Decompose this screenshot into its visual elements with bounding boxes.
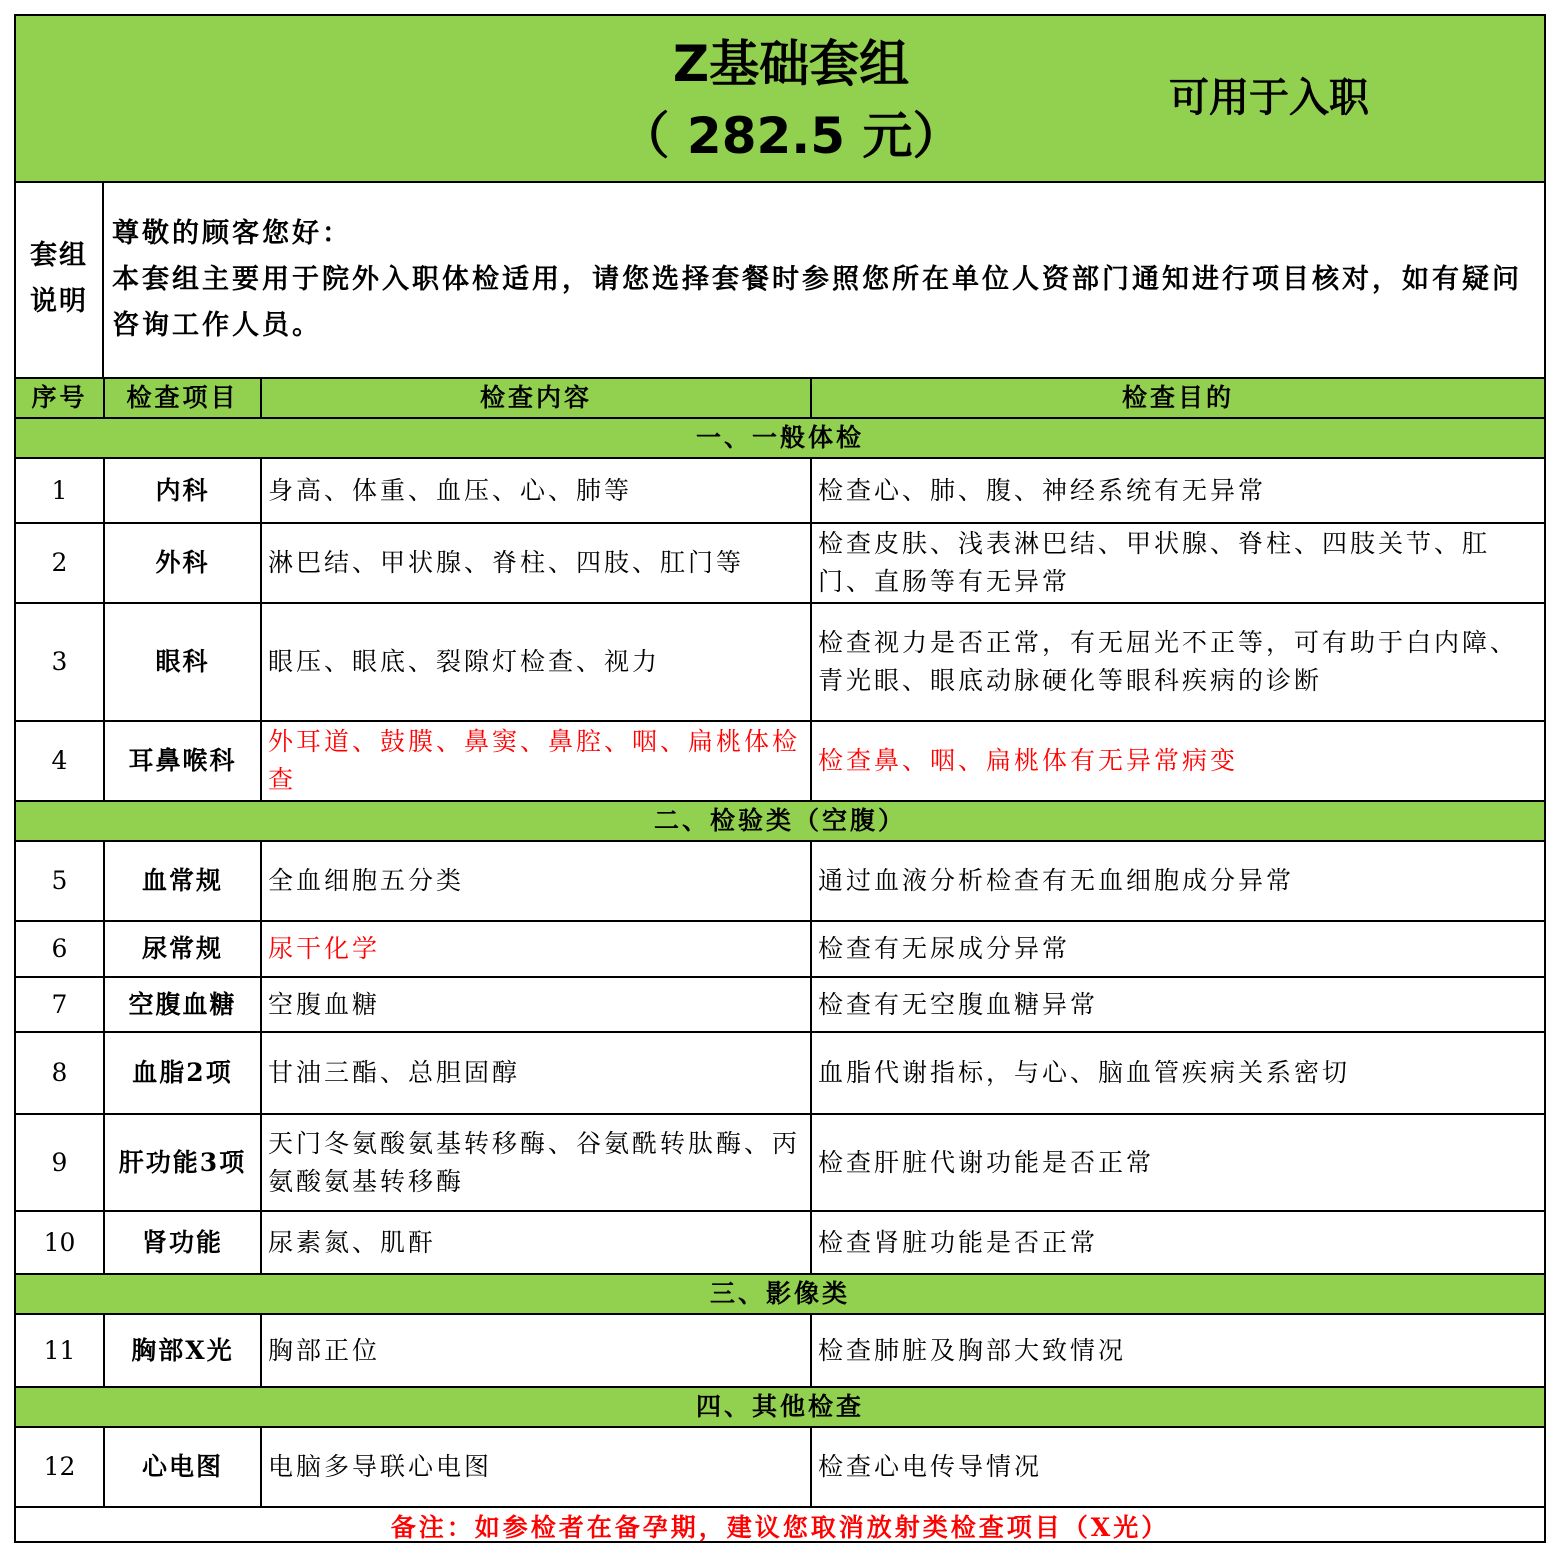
row-content: 空腹血糖	[261, 977, 811, 1032]
table-row	[16, 921, 1544, 977]
row-content: 甘油三酯、总胆固醇	[261, 1032, 811, 1114]
section-row	[16, 418, 1544, 458]
table-row	[16, 841, 1544, 921]
row-purpose: 通过血液分析检查有无血细胞成分异常	[811, 841, 1544, 921]
section-title: 二、检验类（空腹）	[16, 801, 1544, 841]
row-content: 尿干化学	[261, 921, 811, 977]
package-intro	[16, 181, 1544, 379]
intro-label-line2: 说明	[30, 286, 88, 317]
table-row	[16, 1314, 1544, 1387]
row-purpose: 检查肾脏功能是否正常	[811, 1211, 1544, 1274]
col-header-purpose: 检查目的	[811, 378, 1544, 418]
section-title: 一、一般体检	[16, 418, 1544, 458]
table-row	[16, 458, 1544, 523]
col-header-no: 序号	[16, 378, 104, 418]
table-header-row	[16, 378, 1544, 418]
table-row	[16, 1032, 1544, 1114]
row-content: 电脑多导联心电图	[261, 1427, 811, 1507]
row-content: 眼压、眼底、裂隙灯检查、视力	[261, 603, 811, 721]
row-content: 尿素氮、肌酐	[261, 1211, 811, 1274]
section-title: 三、影像类	[16, 1274, 1544, 1314]
section-row	[16, 801, 1544, 841]
row-item: 血常规	[104, 841, 261, 921]
row-content: 外耳道、鼓膜、鼻窦、鼻腔、咽、扁桃体检查	[261, 721, 811, 801]
row-no: 7	[16, 977, 104, 1032]
row-no: 5	[16, 841, 104, 921]
row-content: 全血细胞五分类	[261, 841, 811, 921]
row-item: 内科	[104, 458, 261, 523]
row-no: 12	[16, 1427, 104, 1507]
row-no: 1	[16, 458, 104, 523]
row-purpose: 检查鼻、咽、扁桃体有无异常病变	[811, 721, 1544, 801]
row-no: 3	[16, 603, 104, 721]
row-no: 2	[16, 523, 104, 603]
package-price: （ 282.5 元）	[619, 107, 963, 165]
row-purpose: 检查有无尿成分异常	[811, 921, 1544, 977]
row-item: 心电图	[104, 1427, 261, 1507]
row-item: 肾功能	[104, 1211, 261, 1274]
row-no: 4	[16, 721, 104, 801]
row-item: 空腹血糖	[104, 977, 261, 1032]
row-content: 胸部正位	[261, 1314, 811, 1387]
intro-text	[112, 211, 1532, 349]
row-no: 10	[16, 1211, 104, 1274]
intro-body: 本套组主要用于院外入职体检适用，请您选择套餐时参照您所在单位人资部门通知进行项目核对，如有疑问咨询工作人员。	[112, 264, 1522, 341]
row-content: 天门冬氨酸氨基转移酶、谷氨酰转肽酶、丙氨酸氨基转移酶	[261, 1114, 811, 1211]
row-purpose: 检查肝脏代谢功能是否正常	[811, 1114, 1544, 1211]
row-content: 身高、体重、血压、心、肺等	[261, 458, 811, 523]
row-purpose: 检查有无空腹血糖异常	[811, 977, 1544, 1032]
col-header-item: 检查项目	[104, 378, 261, 418]
row-purpose: 检查心、肺、腹、神经系统有无异常	[811, 458, 1544, 523]
exam-table	[16, 377, 1544, 1547]
section-title: 四、其他检查	[16, 1387, 1544, 1427]
row-purpose: 血脂代谢指标，与心、脑血管疾病关系密切	[811, 1032, 1544, 1114]
row-item: 胸部X光	[104, 1314, 261, 1387]
package-usage: 可用于入职	[1169, 75, 1369, 121]
header-banner	[16, 16, 1544, 183]
row-purpose: 检查皮肤、浅表淋巴结、甲状腺、脊柱、四肢关节、肛门、直肠等有无异常	[811, 523, 1544, 603]
row-content: 淋巴结、甲状腺、脊柱、四肢、肛门等	[261, 523, 811, 603]
row-no: 9	[16, 1114, 104, 1211]
table-row	[16, 1427, 1544, 1507]
row-item: 肝功能3项	[104, 1114, 261, 1211]
package-sheet	[14, 14, 1546, 1543]
row-no: 11	[16, 1314, 104, 1387]
row-no: 8	[16, 1032, 104, 1114]
row-item: 血脂2项	[104, 1032, 261, 1114]
note-row	[16, 1507, 1544, 1547]
intro-label-line1: 套组	[30, 240, 88, 271]
row-item: 耳鼻喉科	[104, 721, 261, 801]
row-item: 尿常规	[104, 921, 261, 977]
row-purpose: 检查肺脏及胸部大致情况	[811, 1314, 1544, 1387]
table-row	[16, 721, 1544, 801]
table-row	[16, 977, 1544, 1032]
row-purpose: 检查心电传导情况	[811, 1427, 1544, 1507]
row-no: 6	[16, 921, 104, 977]
row-item: 外科	[104, 523, 261, 603]
table-row	[16, 1114, 1544, 1211]
row-purpose: 检查视力是否正常，有无屈光不正等，可有助于白内障、青光眼、眼底动脉硬化等眼科疾病的诊断	[811, 603, 1544, 721]
section-row	[16, 1387, 1544, 1427]
table-row	[16, 1211, 1544, 1274]
note-text: 备注：如参检者在备孕期，建议您取消放射类检查项目（X光）	[16, 1507, 1544, 1547]
col-header-content: 检查内容	[261, 378, 811, 418]
row-item: 眼科	[104, 603, 261, 721]
intro-label	[16, 181, 104, 377]
table-row	[16, 523, 1544, 603]
package-title: Z基础套组	[672, 35, 910, 93]
section-row	[16, 1274, 1544, 1314]
table-row	[16, 603, 1544, 721]
intro-greeting: 尊敬的顾客您好：	[112, 218, 352, 249]
